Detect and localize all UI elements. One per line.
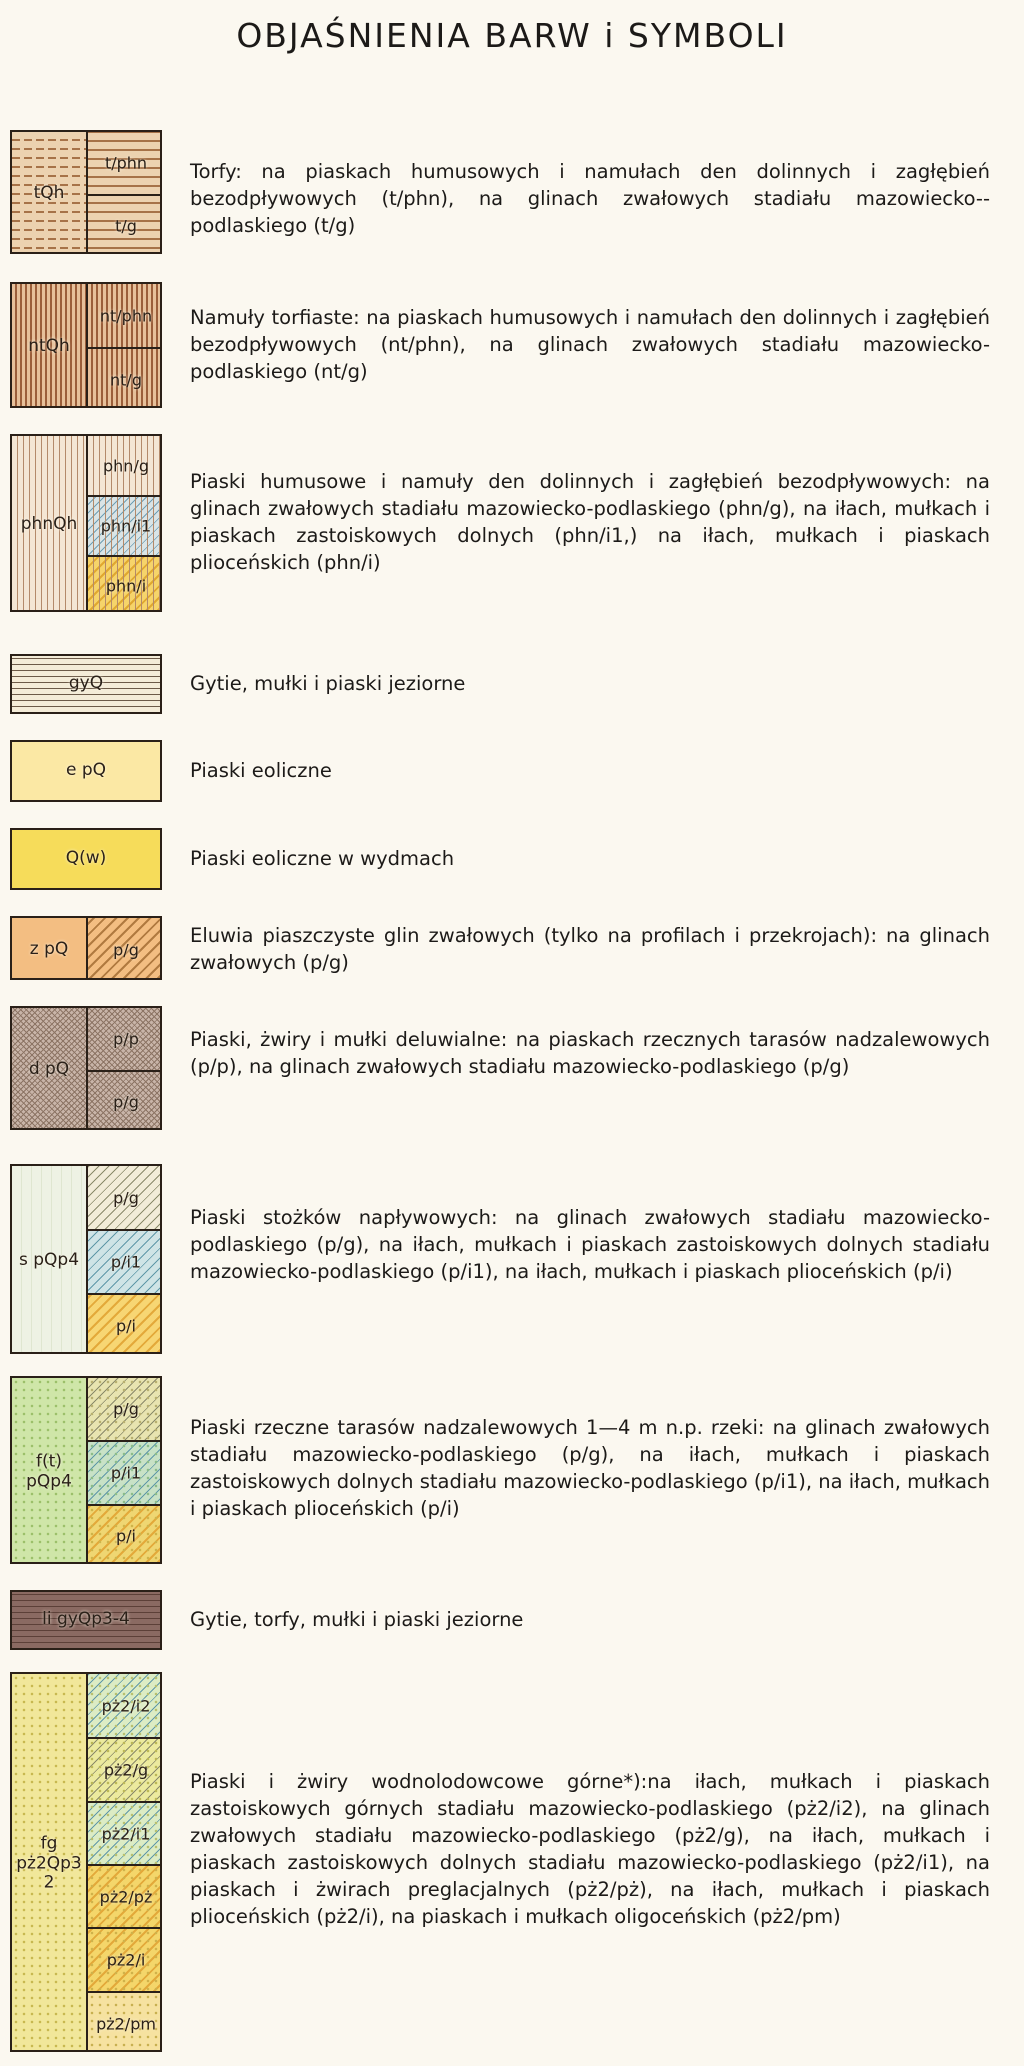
swatch-main-area xyxy=(12,436,86,612)
legend-description: Piaski humusowe i namuły den dolinnych i zagłębień bezodpływowych: na glinach zwałowych stadiału mazowiecko-podlaskiego (phn/g), na iłach, mułkach i piaskach zastoiskowych dolnych (phn/i1,) na iłach, mułkach i piaskach plioceńskich (phn/i) xyxy=(190,470,990,574)
legend-description: Piaski, żwiry i mułki deluwialne: na piaskach rzecznych tarasów nadzalewowych (p/p), na glinach zwałowych stadiału mazowiecko-podlaskiego (p/g) xyxy=(190,1028,990,1078)
sub-cell-label: t/g xyxy=(115,216,137,236)
swatch-sub-cell xyxy=(86,1070,162,1130)
sub-cell-label: p/g xyxy=(113,1188,139,1207)
sub-cell-label: pż2/i1 xyxy=(101,1824,151,1843)
sub-cell-label: nt/g xyxy=(110,370,142,389)
swatch-symbol: d pQ xyxy=(28,1059,70,1080)
legend-swatch xyxy=(10,434,162,612)
swatch-sub-cell xyxy=(86,1674,162,1737)
sub-cell-label: nt/phn xyxy=(99,306,153,325)
legend-swatch xyxy=(10,740,162,802)
swatch-main-area xyxy=(12,918,86,980)
swatch-main-area xyxy=(12,1674,86,2052)
swatch-sub-cell xyxy=(86,347,162,408)
swatch-symbol: Q(w) xyxy=(65,848,107,869)
swatch-symbol: z pQ xyxy=(29,939,69,960)
legend-description: Torfy: na piaskach humusowych i namułach den dolinnych i zagłębień bezodpływowych (t/phn), na glinach zwałowych stadiału mazowiecko--podlaskiego (t/g) xyxy=(190,160,990,237)
sub-cell-label: pż2/pż xyxy=(99,1887,153,1906)
swatch-sub-cell xyxy=(86,132,162,194)
swatch-symbol: fg pż2Qp3 2 xyxy=(16,1833,82,1893)
legend-swatch xyxy=(10,654,162,714)
sub-cell-label: phn/i xyxy=(105,576,147,595)
legend-description: Namuły torfiaste: na piaskach humusowych i namułach den dolinnych i zagłębień bezodpływowych (nt/phn), na glinach zwałowych stadiału mazowiecko-podlaskiego (nt/g) xyxy=(190,306,990,383)
legend-description: Eluwia piaszczyste glin zwałowych (tylko na profilach i przekrojach): na glinach zwałowych (p/g) xyxy=(190,924,990,974)
legend-swatch xyxy=(10,916,162,980)
swatch-sub-cell xyxy=(86,1440,162,1504)
legend-description: Piaski eoliczne xyxy=(190,759,332,782)
swatch-symbol: ntQh xyxy=(28,336,70,357)
sub-cell-label: p/g xyxy=(113,1092,139,1112)
swatch-sub-cell xyxy=(86,1293,162,1354)
sub-cell-label: pż2/pm xyxy=(96,2014,156,2033)
legend-description: Gytie, mułki i piaski jeziorne xyxy=(190,672,466,695)
legend-swatch xyxy=(10,828,162,890)
swatch-sub-cell xyxy=(86,1229,162,1293)
legend-description: Piaski i żwiry wodnolodowcowe górne*):na iłach, mułkach i piaskach zastoiskowych górnych stadiału mazowiecko-podlaskiego (pż2/i2), na glinach zwałowych stadiału mazowiecko-podlaskiego (pż2/g), na iłach, mułkach i piaskach zastoiskowych dolnych stadiału mazowiecko-podlaskiego (pż2/i1), na piaskach i żwirach preglacjalnych (pż2/pż), na iłach, mułkach i piaskach plioceńskich (pż2/i), na piaskach i mułkach oligoceńskich (pż2/pm) xyxy=(190,1770,990,1928)
legend-swatch xyxy=(10,1006,162,1130)
sub-cell-label: phn/i1 xyxy=(100,516,152,536)
page-title: OBJAŚNIENIA BARW i SYMBOLI xyxy=(236,16,788,55)
swatch-sub-cell xyxy=(86,194,162,254)
swatch-sub-cell xyxy=(86,555,162,612)
swatch-main-area xyxy=(12,1378,86,1564)
swatch-symbol: f(t) pQp4 xyxy=(26,1451,72,1491)
sub-cell-label: t/phn xyxy=(104,153,148,173)
swatch-sub-cell xyxy=(86,1504,162,1564)
legend-description: Piaski eoliczne w wydmach xyxy=(190,847,455,870)
swatch-sub-cell xyxy=(86,284,162,347)
legend-swatch xyxy=(10,1672,162,2052)
legend-description: Gytie, torfy, mułki i piaski jeziorne xyxy=(190,1608,524,1631)
sub-cell-label: p/i1 xyxy=(110,1463,142,1483)
swatch-sub-cell xyxy=(86,1378,162,1440)
swatch-main-area xyxy=(12,132,86,254)
swatch-main-area xyxy=(12,1166,86,1354)
sub-cell-label: pż2/g xyxy=(103,1760,149,1780)
sub-cell-label: phn/g xyxy=(103,456,149,475)
swatch-sub-cell xyxy=(86,1991,162,2052)
swatch-symbol: s pQp4 xyxy=(18,1250,80,1271)
legend-description: Piaski rzeczne tarasów nadzalewowych 1—4 m n.p. rzeki: na glinach zwałowych stadiału mazowiecko-podlaskiego (p/g), na iłach, mułkach i piaskach zastoiskowych dolnych stadiału mazowiecko-podlaskiego (p/i1), na iłach, mułkach i piaskach plioceńskich (p/i) xyxy=(190,1416,990,1520)
legend-swatch xyxy=(10,1376,162,1564)
swatch-sub-cell xyxy=(86,1737,162,1801)
sub-cell-label: p/i xyxy=(116,1526,136,1546)
legend-swatch xyxy=(10,130,162,254)
sub-cell-label: p/i1 xyxy=(110,1252,142,1272)
swatch-main-area xyxy=(12,1008,86,1130)
sub-cell-label: p/g xyxy=(113,1399,139,1419)
legend-description: Piaski stożków napływowych: na glinach zwałowych stadiału mazowiecko-podlaskiego (p/g), na iłach, mułkach i piaskach zastoiskowych dolnych stadiału mazowiecko-podlaskiego (p/i1), na iłach, mułkach i piaskach plioceńskich (p/i) xyxy=(190,1206,990,1283)
legend-swatch xyxy=(10,1164,162,1354)
swatch-symbol: tQh xyxy=(33,183,65,204)
sub-cell-label: pż2/i xyxy=(106,1950,146,1970)
swatch-main-area xyxy=(12,284,86,408)
sub-cell-label: p/g xyxy=(113,940,139,960)
sub-cell-label: p/p xyxy=(113,1029,139,1049)
swatch-sub-cell xyxy=(86,1801,162,1864)
legend-swatch xyxy=(10,1590,162,1650)
sub-cell-label: pż2/i2 xyxy=(101,1696,151,1715)
swatch-sub-cell xyxy=(86,1008,162,1070)
swatch-sub-cell xyxy=(86,1927,162,1991)
swatch-sub-cell xyxy=(86,1864,162,1927)
swatch-sub-cell xyxy=(86,495,162,555)
sub-cell-label: p/i xyxy=(116,1316,136,1335)
legend-swatch xyxy=(10,282,162,408)
swatch-sub-cell xyxy=(86,1166,162,1229)
swatch-symbol: gyQ xyxy=(68,673,104,694)
swatch-symbol: li gyQp3-4 xyxy=(42,1609,130,1630)
swatch-sub-cell xyxy=(86,918,162,980)
swatch-sub-cell xyxy=(86,436,162,495)
swatch-symbol: e pQ xyxy=(65,760,107,781)
swatch-symbol: phnQh xyxy=(20,514,78,535)
